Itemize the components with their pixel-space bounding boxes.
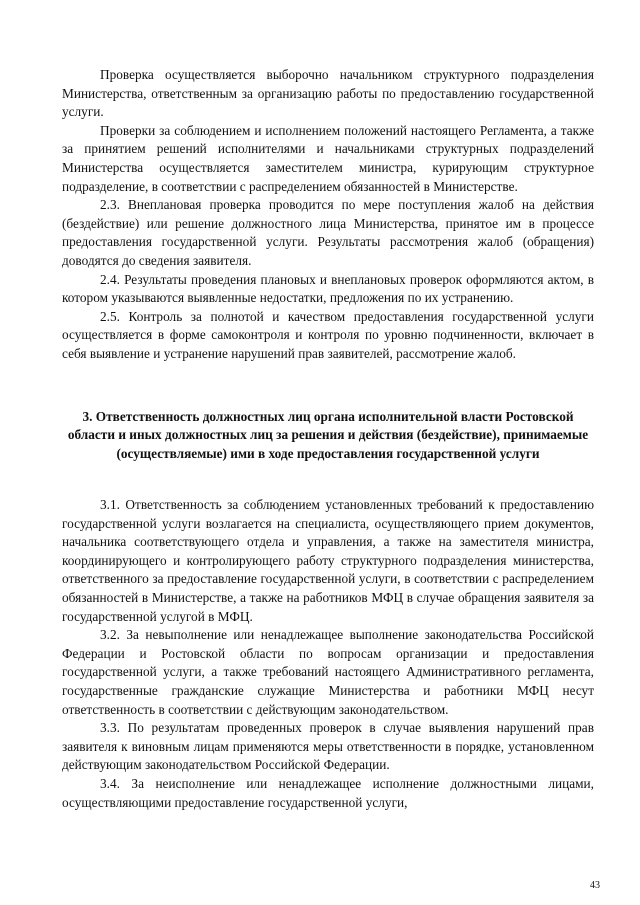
- paragraph: Проверки за соблюдением и исполнением положений настоящего Регламента, а также за принятием решений исполнителями и начальниками структурных подразделений Министерства осуществляется заместителем министра, курирующим структурное подразделение, в соответствии с распределением обязанностей в Министерстве.: [62, 122, 594, 194]
- paragraph: 3.3. По результатам проведенных проверок в случае выявления нарушений прав заявителя к виновным лицам применяются меры ответственности в порядке, установленном действующим законодательством Российской Федерации.: [62, 720, 594, 773]
- paragraph: 2.5. Контроль за полнотой и качеством предоставления государственной услуги осуществляется в форме самоконтроля и контроля по уровню подчиненности, включает в себя выявление и устранение нарушений прав заявителей, рассмотрение жалоб.: [62, 308, 594, 361]
- paragraph: 3.4. За неисполнение или ненадлежащее исполнение должностными лицами, осуществляющими предоставление государственной услуги,: [62, 775, 594, 810]
- page-number: 43: [590, 880, 600, 891]
- paragraph: 2.4. Результаты проведения плановых и внеплановых проверок оформляются актом, в котором указываются выявленные недостатки, предложения по их устранению.: [62, 271, 594, 306]
- section-2-text: [62, 66, 594, 364]
- paragraph: 3.1. Ответственность за соблюдением установленных требований к предоставлению государственной услуги возлагается на специалиста, осуществляющего прием документов, начальника соответствующего отдела и управления, а также на заместителя министра, координирующего и контролирующего работу структурного подразделения министерства, ответственного за предоставление государственной услуги, в соответствии с распределением обязанностей в Министерстве, а также на работников МФЦ в случае обращения заявителя за государственной услугой в МФЦ.: [62, 497, 594, 624]
- paragraph: 3.2. За невыполнение или ненадлежащее выполнение законодательства Российской Федерации и Ростовской области по вопросам организации и предоставления государственной услуги, а также требований настоящего Административного регламента, государственные гражданские служащие Министерства и работники МФЦ несут ответственность в соответствии с действующим законодательством.: [62, 627, 594, 717]
- paragraph: Проверка осуществляется выборочно начальником структурного подразделения Министерства, ответственным за организацию работы по предоставлению государственной услуги.: [62, 67, 594, 120]
- paragraph: 2.3. Внеплановая проверка проводится по мере поступления жалоб на действия (бездействие) или решение должностного лица Министерства, принятое им в процессе предоставления государственной услуги. Результаты рассмотрения жалоб (обращения) доводятся до сведения заявителя.: [62, 197, 594, 268]
- section-3-text: [62, 496, 594, 812]
- section-3-heading: 3. Ответственность должностных лиц органа исполнительной власти Ростовской области и иных должностных лиц за решения и действия (бездействие), принимаемые (осуществляемые) ими в ходе предоставления государственной услуги: [67, 409, 589, 461]
